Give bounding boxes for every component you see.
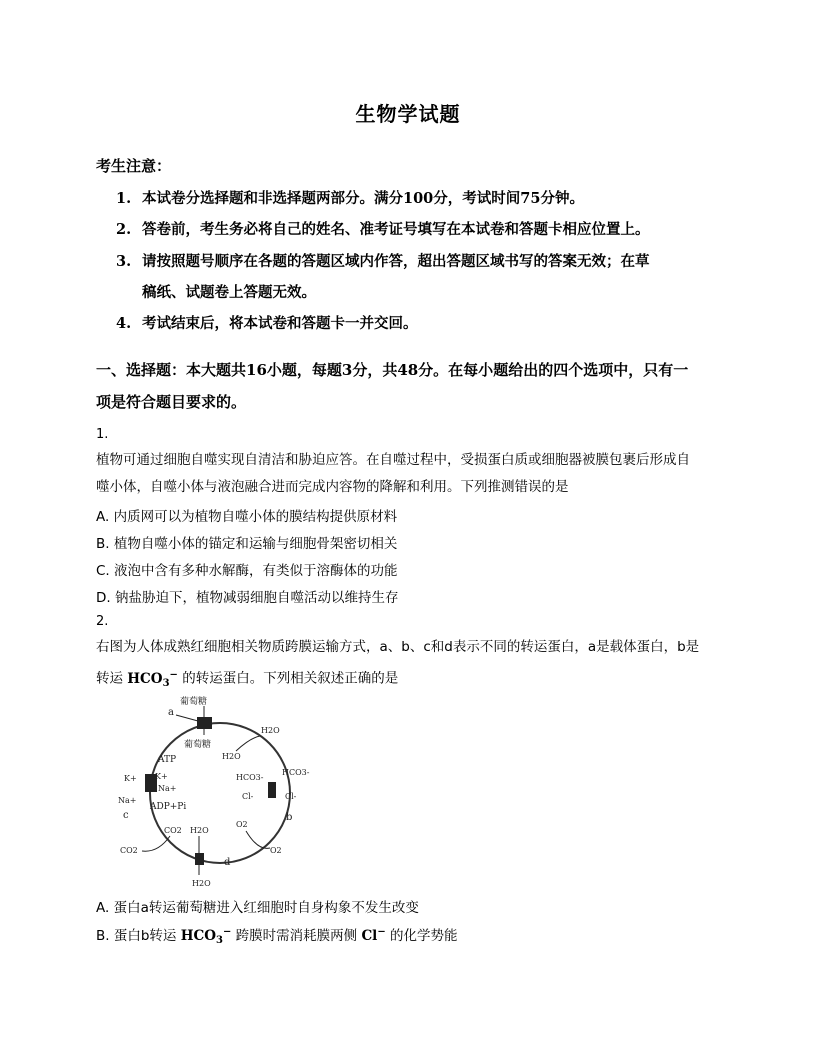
water-label-bottom-in: H2O bbox=[190, 826, 209, 835]
transport-diagram bbox=[118, 693, 318, 888]
water-label-out: H2O bbox=[261, 726, 280, 735]
transporter-b bbox=[268, 782, 276, 798]
question-1-line-1: 植物可通过细胞自噬实现自清洁和胁迫应答。在自噬过程中，受损蛋白质或细胞器被膜包裹后形成自 bbox=[96, 452, 690, 468]
notice-item-1 bbox=[116, 189, 736, 209]
question-1-option-d: D. 钠盐胁迫下，植物减弱细胞自噬活动以维持生存 bbox=[96, 590, 399, 606]
notice-item-4 bbox=[116, 314, 736, 334]
water-label-bottom-out: H2O bbox=[192, 879, 211, 888]
notice-item-text: 请按照题号顺序在各题的答题区域内作答，超出答题区域书写的答案无效；在草 bbox=[142, 253, 650, 270]
page-title: 生物学试题 bbox=[355, 102, 461, 126]
notice-item-continuation: 稿纸、试题卷上答题无效。 bbox=[142, 284, 316, 301]
question-2-line-2: 转运 $HCO_3^-$ 的转运蛋白。下列相关叙述正确的是 bbox=[96, 669, 399, 689]
glucose-outside-label: 葡萄糖 bbox=[180, 697, 208, 707]
chloride-formula: Cl− bbox=[361, 926, 386, 944]
question-1-option-a: A. 内质网可以为植物自噬小体的膜结构提供原材料 bbox=[96, 509, 398, 525]
question-1-number: 1. bbox=[96, 427, 109, 442]
notice-item-text: 答卷前，考生务必将自己的姓名、准考证号填写在本试卷和答题卡相应位置上。 bbox=[142, 221, 650, 238]
adp-label: ADP+Pi bbox=[150, 802, 187, 812]
atp-label: ATP bbox=[158, 755, 177, 765]
co2-inside-label: CO2 bbox=[164, 826, 182, 835]
notice-heading: 考生注意： bbox=[96, 157, 172, 175]
label-line-a bbox=[176, 715, 198, 721]
section-heading-line-1: 一、选择题：本大题共16小题，每题3分，共48分。在每小题给出的四个选项中，只有一 bbox=[96, 361, 689, 379]
notice-item-number: 2. bbox=[116, 221, 132, 238]
sodium-inside-label: Na+ bbox=[158, 784, 177, 793]
question-1-option-b: B. 植物自噬小体的锚定和运输与细胞骨架密切相关 bbox=[96, 536, 398, 552]
label-d: d bbox=[224, 857, 231, 868]
notice-item-number: 1. bbox=[116, 190, 132, 207]
question-2-number: 2. bbox=[96, 614, 109, 629]
bicarbonate-outside-label: HCO3- bbox=[282, 768, 310, 777]
question-2-option-b: B. 蛋白b转运 $HCO_3^-$ 跨膜时需消耗膜两侧 Cl− 的化学势能 bbox=[96, 926, 458, 946]
notice-item-number: 3. bbox=[116, 253, 132, 270]
notice-item-3 bbox=[116, 252, 736, 303]
oxygen-outside-label: O2 bbox=[270, 846, 282, 855]
notice-item-text: 考试结束后，将本试卷和答题卡一并交回。 bbox=[142, 315, 418, 332]
bicarbonate-inside-label: HCO3- bbox=[236, 773, 264, 782]
hco3-formula: $HCO_3^-$ bbox=[127, 669, 178, 689]
co2-outside-label: CO2 bbox=[120, 846, 138, 855]
notice-item-text: 本试卷分选择题和非选择题两部分。满分100分，考试时间75分钟。 bbox=[142, 190, 584, 207]
label-b: b bbox=[286, 812, 293, 823]
section-heading-line-2: 项是符合题目要求的。 bbox=[96, 393, 247, 411]
potassium-outside-label: K+ bbox=[124, 774, 137, 783]
potassium-inside-label: K+ bbox=[155, 772, 168, 781]
glucose-inside-label: 葡萄糖 bbox=[184, 740, 212, 750]
notice-item-2 bbox=[116, 220, 736, 240]
question-2-line-1: 右图为人体成熟红细胞相关物质跨膜运输方式，a、b、c和d表示不同的转运蛋白，a是载体蛋白，b是 bbox=[96, 639, 700, 655]
sodium-outside-label: Na+ bbox=[118, 796, 137, 805]
hco3-formula: $HCO_3^-$ bbox=[180, 926, 232, 946]
question-1-line-2: 噬小体，自噬小体与液泡融合进而完成内容物的降解和利用。下列推测错误的是 bbox=[96, 479, 569, 495]
water-arrow-top bbox=[236, 736, 260, 751]
question-2-option-a: A. 蛋白a转运葡萄糖进入红细胞时自身构象不发生改变 bbox=[96, 900, 419, 916]
oxygen-inside-label: O2 bbox=[236, 820, 248, 829]
question-2-stem bbox=[96, 634, 721, 697]
chloride-outside-label: Cl- bbox=[285, 792, 297, 801]
chloride-inside-label: Cl- bbox=[242, 792, 254, 801]
label-c: c bbox=[123, 810, 129, 821]
section-heading bbox=[96, 354, 726, 418]
question-1-stem bbox=[96, 447, 721, 501]
label-a: a bbox=[168, 707, 174, 718]
notice-item-number: 4. bbox=[116, 315, 132, 332]
question-1-option-c: C. 液泡中含有多种水解酶，有类似于溶酶体的功能 bbox=[96, 563, 398, 579]
water-label-in: H2O bbox=[222, 752, 241, 761]
